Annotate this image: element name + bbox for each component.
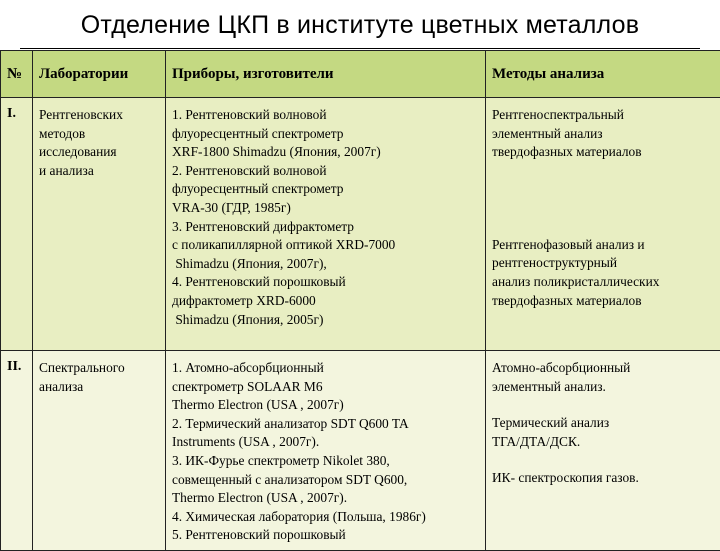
table-row: [1, 351, 720, 551]
row-num: II.: [1, 351, 33, 551]
row-devices: 1. Атомно-абсорбционный спектрометр SOLAAR M6 Thermo Electron (USA , 2007г) 2. Термический анализатор SDT Q600 TA Instruments (USA , 2007г). 3. ИК-Фурье спектрометр Nikolet 380, совмещенный с анализатором SDT Q600, Thermo Electron (USA , 2007г). 4. Химическая лаборатория (Польша, 1986г) 5. Рентгеновский порошковый: [166, 351, 486, 551]
table-row: [1, 98, 720, 351]
row-lab: Спектрального анализа: [33, 351, 166, 551]
header-labs: Лаборатории: [33, 51, 166, 98]
row-devices: 1. Рентгеновский волновой флуоресцентный спектрометр XRF-1800 Shimadzu (Япония, 2007г) 2. Рентгеновский волновой флуоресцентный спектрометр VRA-30 (ГДР, 1985г) 3. Рентгеновский дифрактометр с поликапиллярной оптикой XRD-7000 Shimadzu (Япония, 2007г), 4. Рентгеновский порошковый дифрактометр XRD-6000 Shimadzu (Япония, 2005г): [166, 98, 486, 351]
table-header-row: [1, 51, 720, 98]
row-num: I.: [1, 98, 33, 351]
header-num: №: [1, 51, 33, 98]
labs-table: [0, 50, 720, 551]
slide-title: Отделение ЦКП в институте цветных металлов: [20, 4, 700, 46]
row-methods: Атомно-абсорбционный элементный анализ. Термический анализ ТГА/ДТА/ДСК. ИК- спектроскопия газов.: [486, 351, 720, 551]
header-devices: Приборы, изготовители: [166, 51, 486, 98]
title-divider: [20, 48, 700, 49]
row-methods: Рентгеноспектральный элементный анализ твердофазных материалов Рентгенофазовый анализ и рентгеноструктурный анализ поликристаллических твердофазных материалов: [486, 98, 720, 351]
row-lab: Рентгеновских методов исследования и анализа: [33, 98, 166, 351]
header-methods: Методы анализа: [486, 51, 720, 98]
